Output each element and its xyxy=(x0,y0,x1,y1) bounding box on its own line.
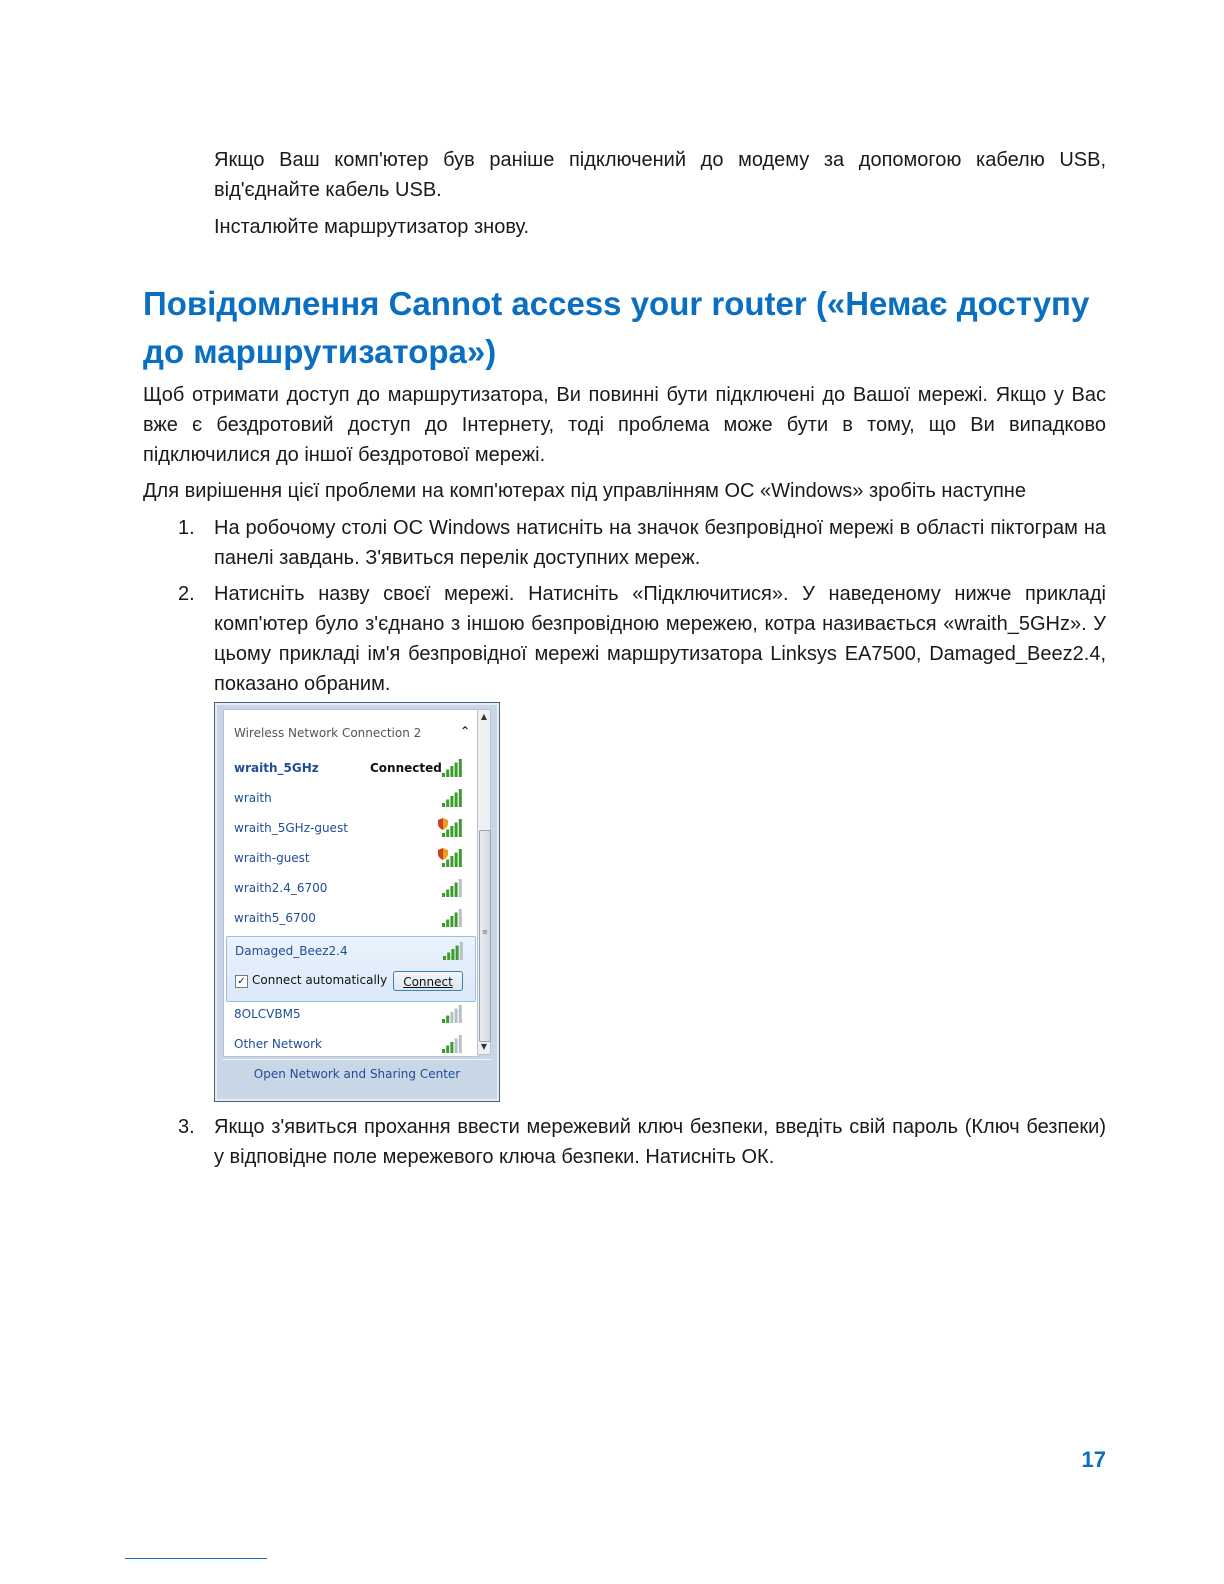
grip-icon: ≡ xyxy=(482,928,488,936)
network-row-wraith-5ghz[interactable] xyxy=(224,754,478,784)
signal-bars-icon xyxy=(440,758,464,778)
signal-bars-icon xyxy=(441,941,465,961)
signal-bar xyxy=(450,1042,453,1053)
step-text-2: Натисніть назву своєї мережі. Натисніть «Підключитися». У наведеному нижче прикладі комп'ютер було з'єднано з іншою безпровідною мережею, котра називається «wraith_5GHz». У цьому прикладі ім'я безпровідної мережі маршрутизатора Linksys EA7500, Damaged_Beez2.4, показано обраним. xyxy=(214,583,1106,695)
intro-paragraph-usb: Якщо Ваш комп'ютер був раніше підключений до модему за допомогою кабелю USB, від'єднайте кабель USB. xyxy=(214,149,1106,201)
signal-bars-icon xyxy=(440,1034,464,1054)
signal-bar xyxy=(446,920,449,928)
signal-bar xyxy=(455,1009,458,1024)
signal-bar xyxy=(442,773,445,777)
signal-bar xyxy=(442,1019,445,1023)
network-name: Other Network xyxy=(234,1037,322,1051)
signal-bar xyxy=(460,942,463,960)
intro-paragraph-reinstall: Інсталюйте маршрутизатор знову. xyxy=(214,216,530,238)
signal-bar xyxy=(442,893,445,897)
signal-bars-icon xyxy=(440,1004,464,1024)
signal-bar xyxy=(455,1039,458,1054)
signal-bar xyxy=(442,923,445,927)
signal-bar xyxy=(446,830,449,838)
signal-bar xyxy=(442,863,445,867)
chevron-up-icon[interactable]: ⌃ xyxy=(460,724,471,738)
network-row-wraith2-4-6700[interactable] xyxy=(224,874,478,904)
signal-bar xyxy=(459,909,462,927)
network-row-8olcvbm5[interactable] xyxy=(224,1000,478,1030)
section-heading: Повідомлення Cannot access your router («Немає доступу до маршрутизатора») xyxy=(143,285,1090,370)
scroll-up-arrow-icon[interactable]: ▲ xyxy=(480,712,488,721)
signal-bar xyxy=(442,833,445,837)
signal-bar xyxy=(446,1016,449,1024)
signal-bar xyxy=(459,879,462,897)
signal-bar xyxy=(446,890,449,898)
signal-bar xyxy=(459,849,462,867)
signal-bar xyxy=(450,886,453,897)
network-name: wraith2.4_6700 xyxy=(234,881,328,895)
signal-bar xyxy=(450,916,453,927)
signal-bar xyxy=(450,856,453,867)
selected-network-damaged-beez[interactable] xyxy=(226,936,476,1002)
signal-bar xyxy=(455,763,458,778)
signal-bar xyxy=(446,1046,449,1054)
step-text-3: Якщо з'явиться прохання ввести мережевий ключ безпеки, введіть свій пароль (Ключ безпеки) у відповідне поле мережевого ключа безпеки. Натисніть ОК. xyxy=(214,1116,1106,1168)
signal-bar xyxy=(459,1005,462,1023)
network-name: 8OLCVBM5 xyxy=(234,1007,301,1021)
signal-bar xyxy=(456,946,459,961)
signal-bar xyxy=(450,796,453,807)
step-number-3: 3. xyxy=(178,1116,195,1138)
signal-bar xyxy=(447,953,450,961)
signal-bar xyxy=(455,883,458,898)
signal-bar xyxy=(450,826,453,837)
page-number: 17 xyxy=(1081,1447,1106,1472)
network-row-wraith5-6700[interactable] xyxy=(224,904,478,934)
scroll-thumb[interactable] xyxy=(479,830,491,1042)
signal-bar xyxy=(446,800,449,808)
signal-bar xyxy=(446,860,449,868)
security-warning-shield-icon xyxy=(438,848,448,860)
footer-rule xyxy=(125,1558,267,1559)
signal-bar xyxy=(459,759,462,777)
network-list xyxy=(223,709,479,1057)
network-row-wraith-guest[interactable] xyxy=(224,844,478,874)
network-row-wraith-5ghz-guest[interactable] xyxy=(224,814,478,844)
step-number-1: 1. xyxy=(178,517,195,539)
network-name: wraith5_6700 xyxy=(234,911,316,925)
security-warning-shield-icon xyxy=(438,818,448,830)
network-name: Damaged_Beez2.4 xyxy=(235,944,348,958)
step-number-2: 2. xyxy=(178,583,195,605)
network-row-other-network[interactable] xyxy=(224,1030,478,1060)
signal-bar xyxy=(443,956,446,960)
connect-button[interactable]: Connect xyxy=(393,971,463,991)
signal-bar xyxy=(451,949,454,960)
connect-automatically-label: Connect automatically xyxy=(252,973,388,987)
connect-automatically-checkbox[interactable]: ✓ xyxy=(235,975,248,988)
signal-bar xyxy=(446,770,449,778)
signal-bars-icon xyxy=(440,788,464,808)
signal-bar xyxy=(459,1035,462,1053)
signal-bar xyxy=(455,823,458,838)
signal-bars-icon xyxy=(440,908,464,928)
signal-bar xyxy=(455,853,458,868)
open-network-sharing-center-link[interactable]: Open Network and Sharing Center xyxy=(253,1067,461,1081)
section-paragraph-access: Щоб отримати доступ до маршрутизатора, Ви повинні бути підключені до Вашої мережі. Якщо у Вас вже є бездротовий доступ до Інтернету, тоді проблема може бути в тому, що Ви випадково підключилися до іншої бездротової мережі. xyxy=(143,384,1106,466)
signal-bar xyxy=(455,913,458,928)
network-status: Connected xyxy=(370,761,442,775)
scroll-down-arrow-icon[interactable]: ▼ xyxy=(480,1042,488,1051)
network-name: wraith_5GHz-guest xyxy=(234,821,348,835)
signal-bar xyxy=(459,789,462,807)
signal-bar xyxy=(450,1012,453,1023)
step-text-1: На робочому столі ОС Windows натисніть на значок безпровідної мережі в області піктограм на панелі завдань. З'явиться перелік доступних мереж. xyxy=(214,517,1106,569)
signal-bar xyxy=(442,803,445,807)
network-name: wraith xyxy=(234,791,272,805)
network-name: wraith_5GHz xyxy=(234,761,319,775)
network-name: wraith-guest xyxy=(234,851,310,865)
signal-bar xyxy=(450,766,453,777)
network-row-wraith[interactable] xyxy=(224,784,478,814)
section-paragraph-windows: Для вирішення цієї проблеми на комп'ютерах під управлінням ОС «Windows» зробіть наступне xyxy=(143,480,1026,502)
footer-divider xyxy=(223,1059,491,1060)
signal-bars-icon xyxy=(440,878,464,898)
wireless-networks-popup xyxy=(214,702,500,1102)
signal-bar xyxy=(455,793,458,808)
connection-header: Wireless Network Connection 2 xyxy=(234,726,422,740)
signal-bar xyxy=(442,1049,445,1053)
signal-bar xyxy=(459,819,462,837)
network-list-scrollbar[interactable] xyxy=(477,709,491,1055)
